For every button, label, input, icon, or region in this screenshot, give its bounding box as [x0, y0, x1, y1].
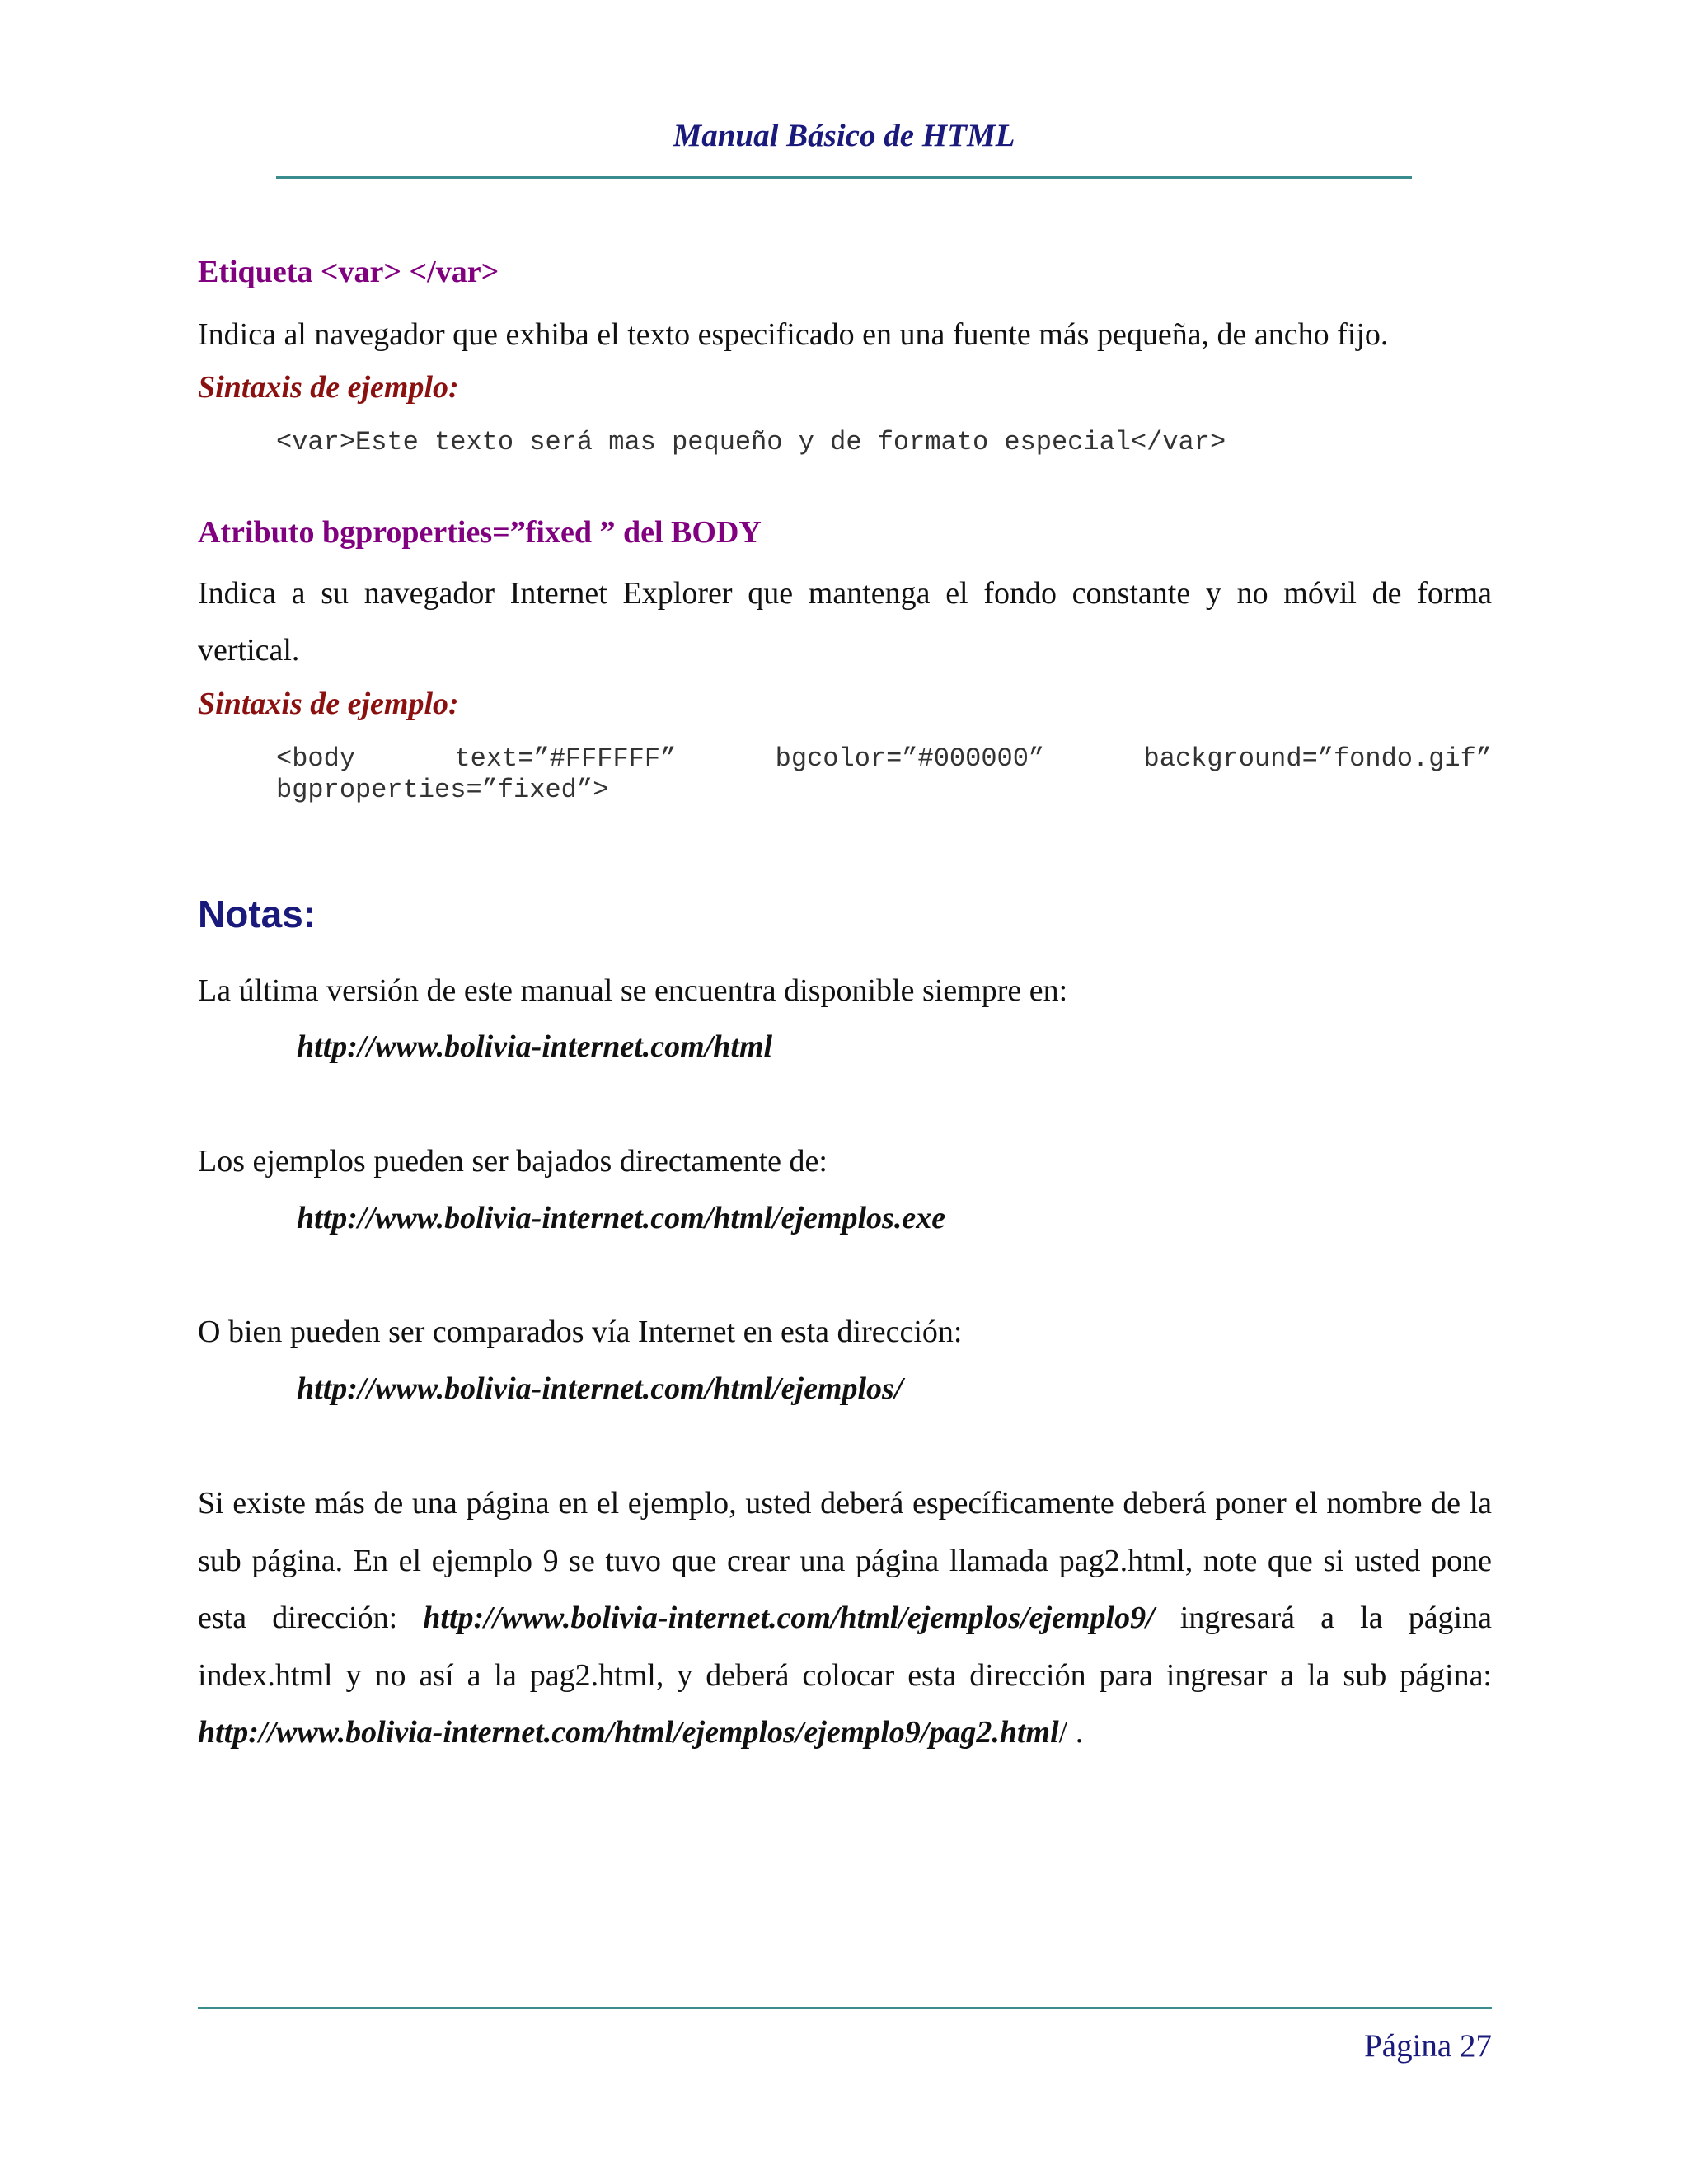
latest-version-text: La última versión de este manual se encuentra disponible siempre en:	[198, 973, 1068, 1008]
bgproperties-syntax-label: Sintaxis de ejemplo:	[198, 687, 459, 721]
examples-online-text: O bien pueden ser comparados vía Internet en esta dirección:	[198, 1315, 963, 1349]
header-divider	[276, 176, 1412, 179]
footer-divider	[198, 2007, 1492, 2009]
bgproperties-heading: Atributo bgproperties=”fixed ” del BODY	[198, 515, 762, 550]
page-header-title: Manual Básico de HTML	[673, 118, 1015, 153]
bgproperties-description-line2: vertical.	[198, 633, 300, 668]
var-tag-heading: Etiqueta <var> </var>	[198, 255, 499, 289]
examples-download-text: Los ejemplos pueden ser bajados directamente de:	[198, 1144, 828, 1179]
examples-online-url[interactable]: http://www.bolivia-internet.com/html/ejemplos/	[297, 1371, 903, 1406]
code-part-body: <body	[276, 743, 356, 774]
bgproperties-code-line2: bgproperties=”fixed”>	[276, 775, 609, 805]
latest-version-url[interactable]: http://www.bolivia-internet.com/html	[297, 1029, 773, 1064]
examples-download-url[interactable]: http://www.bolivia-internet.com/html/ejemplos.exe	[297, 1201, 946, 1235]
code-part-background: background=”fondo.gif”	[1143, 743, 1492, 774]
subpage-url-pag2[interactable]: http://www.bolivia-internet.com/html/ejemplos/ejemplo9/pag2.html	[198, 1715, 1059, 1750]
subpage-text-part3: / .	[1058, 1715, 1084, 1750]
notas-heading: Notas:	[198, 893, 316, 935]
bgproperties-description-line1: Indica a su navegador Internet Explorer que mantenga el fondo constante y no móvil de forma	[198, 576, 1492, 611]
bgproperties-code-line1	[276, 743, 1492, 775]
var-tag-description: Indica al navegador que exhiba el texto especificado en una fuente más pequeña, de ancho fijo.	[198, 317, 1389, 352]
subpage-text-part2: ingresará a la página index.html y no así a la pag2.html, y deberá colocar esta dirección para ingresar a la sub página:	[198, 1601, 1492, 1693]
var-tag-code-example: <var>Este texto será mas pequeño y de formato especial</var>	[276, 427, 1226, 457]
subpage-url-ejemplo9[interactable]: http://www.bolivia-internet.com/html/ejemplos/ejemplo9/	[423, 1601, 1155, 1635]
code-part-bgcolor: bgcolor=”#000000”	[775, 743, 1045, 774]
var-tag-syntax-label: Sintaxis de ejemplo:	[198, 370, 459, 405]
page-number: Página 27	[1364, 2028, 1492, 2064]
subpage-paragraph	[198, 1475, 1492, 1762]
code-part-text: text=”#FFFFFF”	[454, 743, 677, 774]
subpage-text-part1: Si existe más de una página en el ejemplo, usted deberá específicamente deberá poner el nombre de la sub página. En el ejemplo 9 se tuvo que crear una página llamada pag2.html, note que si usted pone esta dirección:	[198, 1486, 1492, 1635]
